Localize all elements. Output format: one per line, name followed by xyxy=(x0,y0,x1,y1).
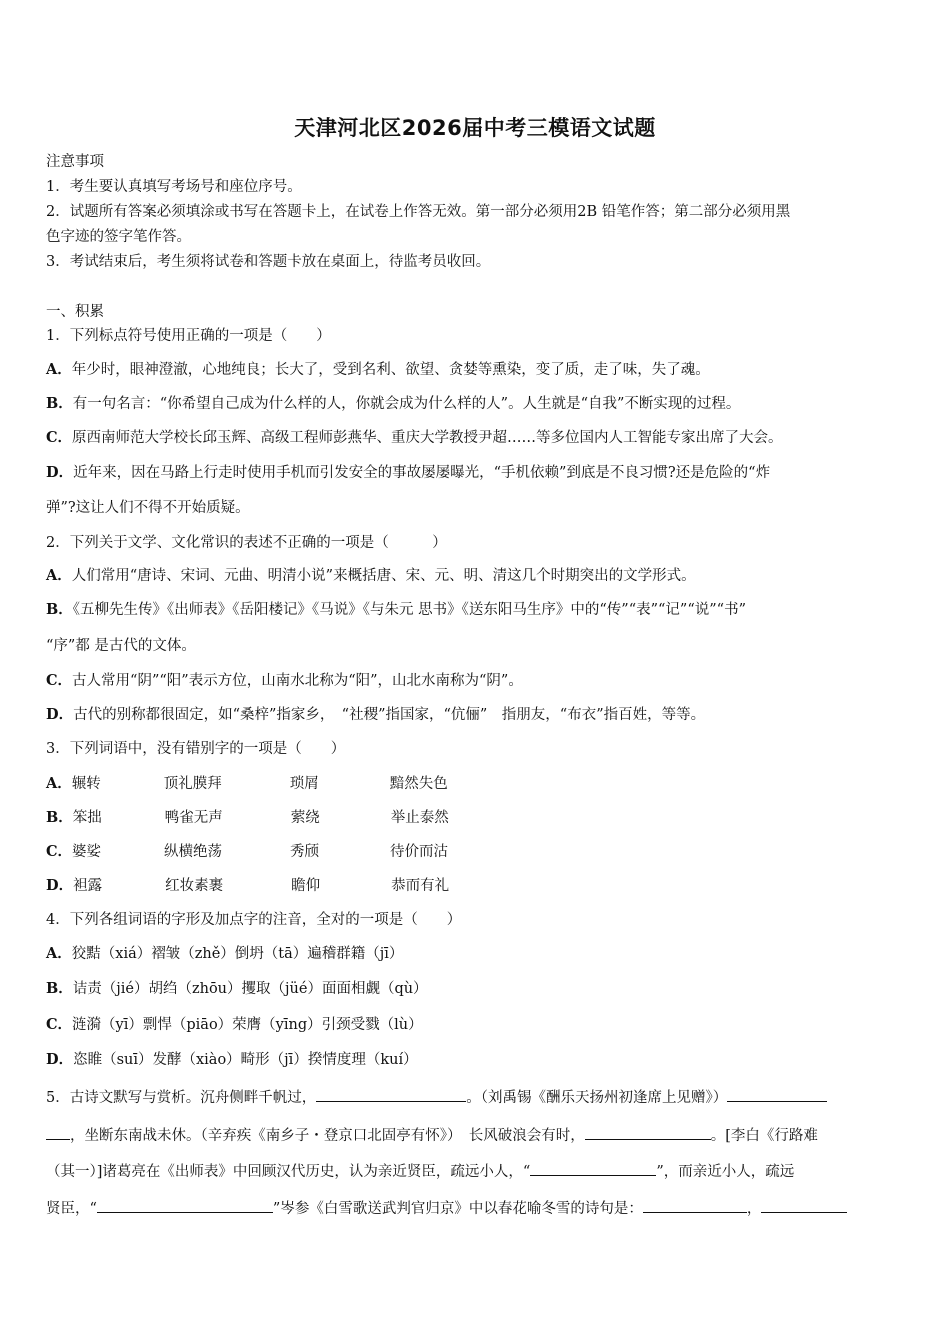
notice-item-3: 3．考试结束后，考生须将试卷和答题卡放在桌面上，待监考员收回。 xyxy=(46,254,491,270)
notice-item-2-cont: 色字迹的签字笔作答。 xyxy=(46,229,191,245)
q3-row-d-word-4: 恭而有礼 xyxy=(391,878,450,894)
answer-blank[interactable] xyxy=(727,1087,827,1102)
q3-row-d-word-1: 袒露 xyxy=(73,878,103,894)
q1-option-d: D．近年来，因在马路上行走时使用手机而引发安全的事故屡屡曝光，“手机依赖”到底是不良习惯?还是危险的“炸 xyxy=(46,464,771,481)
q3-row-d-word-2: 红妆素裹 xyxy=(165,878,224,894)
q3-row-d-word-3: 瞻仰 xyxy=(291,878,321,894)
q1-option-c-text: 原西南师范大学校长邱玉辉、高级工程师彭燕华、重庆大学教授尹超……等多位国内人工智能专家出席了大会。 xyxy=(72,430,783,446)
q2-option-b-text: 《五柳先生传》《出师表》《岳阳楼记》《马说》《与朱元 思书》《送东阳马生序》中的“传”“表”“记”“说”“书” xyxy=(72,602,746,618)
notice-item-1: 1．考生要认真填写考场号和座位序号。 xyxy=(46,179,302,195)
q2-option-b: B．《五柳先生传》《出师表》《岳阳楼记》《马说》《与朱元 思书》《送东阳马生序》中的“传”“表”“记”“说”“书” xyxy=(46,601,746,618)
q3-stem: 3．下列词语中，没有错别字的一项是（ ） xyxy=(46,741,346,757)
q1-option-a: A．年少时，眼神澄澈，心地纯良；长大了，受到名利、欲望、贪婪等熏染，变了质，走了味，失了魂。 xyxy=(46,361,710,378)
q5-line-2-text-a: ，坐断东南战未休。（辛弃疾《南乡子・登京口北固亭有怀》） 长风破浪会有时， xyxy=(70,1128,585,1144)
q2-option-d-text: 古代的别称都很固定，如“桑梓”指家乡， “社稷”指国家，“伉俪” 指朋友，“布衣”指百姓，等等。 xyxy=(73,707,706,723)
section-heading: 一、积累 xyxy=(46,304,104,320)
q3-row-c-word-3: 秀颀 xyxy=(290,844,320,860)
q2-stem: 2．下列关于文学、文化常识的表述不正确的一项是（ ） xyxy=(46,535,447,551)
answer-blank[interactable] xyxy=(761,1198,847,1213)
q2-option-c-text: 古人常用“阴”“阳”表示方位，山南水北称为“阳”，山北水南称为“阴”。 xyxy=(72,673,523,689)
q3-row-c-word-4: 待价而沽 xyxy=(390,844,449,860)
q1-option-d-cont: 弹”?这让人们不得不开始质疑。 xyxy=(46,500,250,516)
q3-row-b-word-4: 举止泰然 xyxy=(390,810,449,826)
q3-row-c-word-1: 婆娑 xyxy=(72,844,102,860)
q3-row-a-word-4: 黯然失色 xyxy=(389,776,448,792)
q3-row-b-word-3: 萦绕 xyxy=(290,810,320,826)
q1-option-c: C．原西南师范大学校长邱玉辉、高级工程师彭燕华、重庆大学教授尹超……等多位国内人工智能专家出席了大会。 xyxy=(46,429,783,446)
q3-row-a-letter: A． xyxy=(46,775,72,792)
q1-option-b: B．有一句名言：“你希望自己成为什么样的人，你就会成为什么样的人”。人生就是“自我”不断实现的过程。 xyxy=(46,395,741,412)
notice-heading: 注意事项 xyxy=(46,154,104,170)
q5-line-1 xyxy=(46,1087,908,1108)
q3-row-a-word-1: 辗转 xyxy=(71,776,101,792)
q1-stem: 1．下列标点符号使用正确的一项是（ ） xyxy=(46,328,331,344)
q4-option-c: C．涟漪（yī）剽悍（piāo）荣膺（yīng）引颈受戮（lù） xyxy=(46,1016,423,1033)
q5-line-4-text-c: ， xyxy=(746,1201,762,1217)
q4-option-a: A．狡黠（xiá）褶皱（zhě）倒坍（tā）遍稽群籍（jī） xyxy=(46,945,404,962)
q4-option-d: D．恣睢（suī）发酵（xiào）畸形（jī）揆情度理（kuí） xyxy=(46,1051,418,1068)
q3-row-a xyxy=(46,774,908,794)
q4-option-b-text: 诘责（jié）胡绉（zhōu）攫取（jüé）面面相觑（qù） xyxy=(72,981,428,997)
q3-row-a-word-3: 琐屑 xyxy=(289,776,319,792)
q3-row-b-letter: B． xyxy=(46,809,73,826)
answer-blank[interactable] xyxy=(530,1161,656,1176)
q3-row-c-letter: C． xyxy=(46,843,73,860)
notice-item-2: 2．试题所有答案必须填涂或书写在答题卡上，在试卷上作答无效。第一部分必须用2B 铅笔作答；第二部分必须用黑 xyxy=(46,204,791,220)
q4-option-b: B．诘责（jié）胡绉（zhōu）攫取（jüé）面面相觑（qù） xyxy=(46,980,428,997)
q4-option-c-text: 涟漪（yī）剽悍（piāo）荣膺（yīng）引颈受戮（lù） xyxy=(72,1017,423,1033)
answer-blank[interactable] xyxy=(97,1198,273,1213)
q3-row-a-word-2: 顶礼膜拜 xyxy=(163,776,222,792)
q5-line-3-text-b: ”，而亲近小人，疏远 xyxy=(656,1164,795,1180)
q3-row-b-word-1: 笨拙 xyxy=(72,810,102,826)
q5-line-1-text-a: 5．古诗文默写与赏析。沉舟侧畔千帆过， xyxy=(46,1090,317,1106)
q5-line-3 xyxy=(46,1161,908,1182)
q5-line-1-text-b: 。（刘禹锡《酬乐天扬州初逢席上见赠》） xyxy=(466,1090,728,1106)
q4-stem: 4．下列各组词语的字形及加点字的注音，全对的一项是（ ） xyxy=(46,912,462,928)
q3-row-c-word-2: 纵横绝荡 xyxy=(164,844,223,860)
q3-row-b xyxy=(46,808,908,828)
q2-option-c: C．古人常用“阴”“阳”表示方位，山南水北称为“阳”，山北水南称为“阴”。 xyxy=(46,672,523,689)
answer-blank[interactable] xyxy=(46,1125,70,1140)
q5-line-2 xyxy=(46,1125,908,1146)
answer-blank[interactable] xyxy=(316,1087,466,1102)
q2-option-b-cont: “序”都 是古代的文体。 xyxy=(46,638,196,654)
exam-title: 天津河北区2026届中考三模语文试题 xyxy=(294,116,656,140)
q5-line-2-text-b: 。[李白《行路难 xyxy=(710,1128,818,1144)
q1-option-a-text: 年少时，眼神澄澈，心地纯良；长大了，受到名利、欲望、贪婪等熏染，变了质，走了味，失了魂。 xyxy=(71,362,710,378)
q2-option-a-text: 人们常用“唐诗、宋词、元曲、明清小说”来概括唐、宋、元、明、清这几个时期突出的文学形式。 xyxy=(71,568,696,584)
q2-option-d: D．古代的别称都很固定，如“桑梓”指家乡， “社稷”指国家，“伉俪” 指朋友，“布衣”指百姓，等等。 xyxy=(46,706,706,723)
q4-option-a-text: 狡黠（xiá）褶皱（zhě）倒坍（tā）遍稽群籍（jī） xyxy=(71,946,404,962)
q5-line-3-text-a: （其一）]诸葛亮在《出师表》中回顾汉代历史，认为亲近贤臣，疏远小人，“ xyxy=(46,1164,531,1180)
q4-option-d-text: 恣睢（suī）发酵（xiào）畸形（jī）揆情度理（kuí） xyxy=(73,1052,418,1068)
q2-option-a: A．人们常用“唐诗、宋词、元曲、明清小说”来概括唐、宋、元、明、清这几个时期突出的文学形式。 xyxy=(46,567,696,584)
q5-line-4 xyxy=(46,1198,908,1219)
q1-option-d-text: 近年来，因在马路上行走时使用手机而引发安全的事故屡屡曝光，“手机依赖”到底是不良习惯?还是危险的“炸 xyxy=(73,465,771,481)
answer-blank[interactable] xyxy=(643,1198,747,1213)
q3-row-b-word-2: 鸭雀无声 xyxy=(164,810,223,826)
q3-row-d-letter: D． xyxy=(46,877,74,894)
q1-option-b-text: 有一句名言：“你希望自己成为什么样的人，你就会成为什么样的人”。人生就是“自我”不断实现的过程。 xyxy=(72,396,741,412)
q3-row-d xyxy=(46,876,908,896)
q5-line-4-text-b: ”岑参《白雪歌送武判官归京》中以春花喻冬雪的诗句是： xyxy=(272,1201,643,1217)
q5-line-4-text-a: 贤臣，“ xyxy=(46,1201,97,1217)
answer-blank[interactable] xyxy=(585,1125,711,1140)
q3-row-c xyxy=(46,842,908,862)
